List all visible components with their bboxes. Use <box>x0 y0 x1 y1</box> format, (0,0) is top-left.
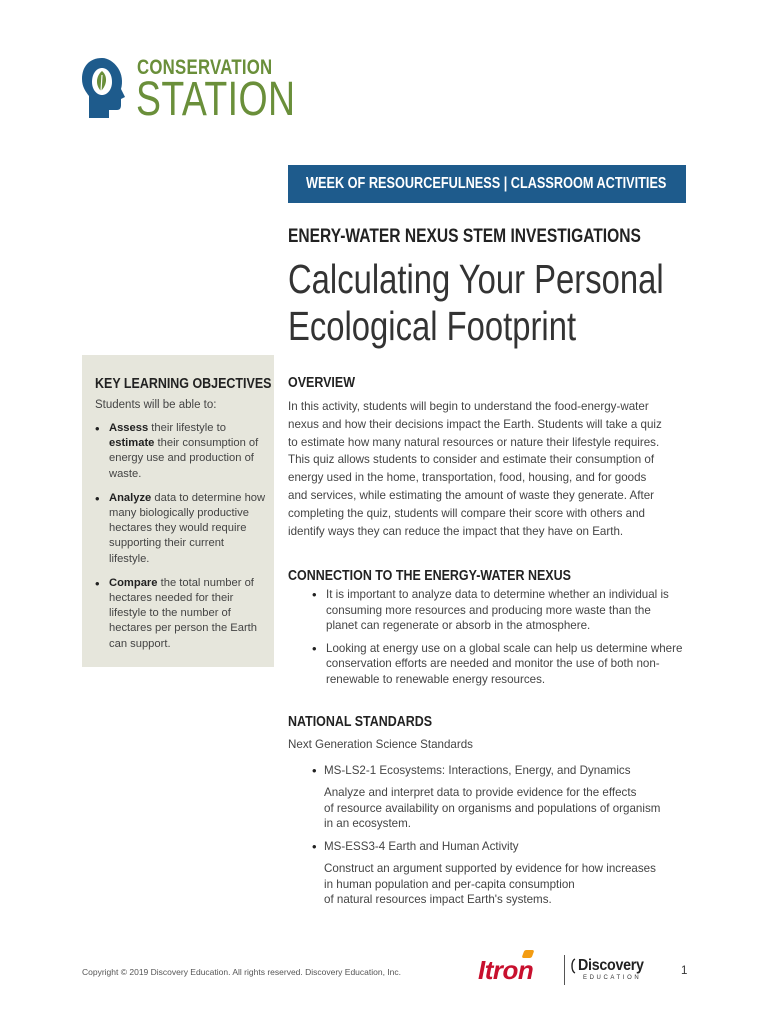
objective-text: their consumption of energy use and production of waste. <box>109 437 259 480</box>
objective-keyword: estimate <box>109 437 155 450</box>
connection-list <box>312 587 684 694</box>
overview-line: energy used in the home, transportation, food, housing, and for goods <box>288 471 647 485</box>
logo-wordmark-bottom: STATION <box>136 73 296 126</box>
standards-intro: Next Generation Science Standards <box>288 738 473 751</box>
objective-keyword: Assess <box>109 422 149 434</box>
copyright-notice: Copyright © 2019 Discovery Education. All rights reserved. Discovery Education, Inc. <box>82 967 402 977</box>
overview-line: and services, while estimating the amount of waste they generate. After <box>288 488 655 502</box>
overview-line: to estimate how many natural resources or nature their lifestyle requires. <box>288 435 660 449</box>
overview-paragraph <box>288 398 688 540</box>
connection-heading: CONNECTION TO THE ENERGY-WATER NEXUS <box>288 568 571 584</box>
list-item: • It is important to analyze data to determine whether an individual is consuming more resources and producing more waste than the planet can regenerate or absorb in the atmosphere. <box>312 587 684 634</box>
standards-heading: NATIONAL STANDARDS <box>288 714 433 730</box>
objective-item <box>95 576 267 652</box>
description-line: in an ecosystem. <box>324 817 411 830</box>
sidebar-intro: Students will be able to: <box>95 399 217 411</box>
overview-heading: OVERVIEW <box>288 375 355 391</box>
objective-item <box>95 491 267 567</box>
list-item: • Looking at energy use on a global scale can help us determine where conservation efforts are needed and monitor the use of both non-renewable to renewable energy resources. <box>312 641 684 688</box>
description-line: in human population and per-capita consumption <box>324 877 575 891</box>
itron-logo: Itron <box>478 955 534 985</box>
description-line: Construct an argument supported by evidence for how increases <box>324 862 656 875</box>
title-line-2: Ecological Footprint <box>288 303 577 349</box>
description-line: of resource availability on organisms and populations of organism <box>324 801 661 815</box>
objective-keyword: Compare <box>109 576 158 589</box>
objective-text: their lifestyle to <box>148 422 226 434</box>
learning-objectives-sidebar <box>82 355 274 667</box>
discovery-education-label: EDUCATION <box>583 975 642 981</box>
page-title <box>288 256 664 350</box>
logo-wordmark-top: CONSERVATION <box>137 56 273 79</box>
discovery-globe-icon <box>570 958 576 974</box>
overview-line: This quiz allows students to consider and estimate their consumption of <box>288 453 655 467</box>
description-line: of natural resources impact Earth's systems. <box>324 893 552 906</box>
standard-item: • MS-LS2-1 Ecosystems: Interactions, Energy, and Dynamics <box>312 763 692 779</box>
objective-keyword: Analyze <box>109 491 152 504</box>
title-line-1: Calculating Your Personal <box>288 256 664 302</box>
overview-line: completing the quiz, students will compare their score with others and <box>288 506 646 520</box>
objective-text: data to determine how many biologically productive hectares they would require supporting their current lifestyle. <box>109 491 266 565</box>
standard-code: MS-ESS3-4 Earth and Human Activity <box>324 840 519 853</box>
description-line: Analyze and interpret data to provide evidence for the effects <box>324 786 637 799</box>
discovery-logo: Discovery <box>578 957 644 974</box>
standard-description <box>324 785 692 832</box>
logo-divider <box>564 955 565 985</box>
banner-text: WEEK OF RESOURCEFULNESS | CLASSROOM ACTIVITIES <box>306 175 667 192</box>
standard-code: MS-LS2-1 Ecosystems: Interactions, Energy, and Dynamics <box>324 764 631 777</box>
section-banner <box>288 165 686 203</box>
overview-line: identify ways they can reduce the impact that they have on Earth. <box>288 524 624 538</box>
overview-line: In this activity, students will begin to understand the food-energy-water <box>288 400 649 413</box>
standard-description <box>324 861 692 908</box>
sidebar-heading: KEY LEARNING OBJECTIVES <box>95 376 272 392</box>
objective-item <box>95 421 267 482</box>
page-subtitle: ENERY-WATER NEXUS STEM INVESTIGATIONS <box>288 226 641 247</box>
objective-text: the total number of hectares needed for their lifestyle to the number of hectares per person the Earth can support. <box>109 576 258 650</box>
overview-line: nexus and how their decisions impact the Earth. Students will take a quiz <box>288 417 662 431</box>
page-number: 1 <box>681 965 688 977</box>
head-with-leaf-icon <box>80 56 126 120</box>
objectives-list <box>95 421 267 661</box>
standard-item: • MS-ESS3-4 Earth and Human Activity <box>312 839 692 855</box>
